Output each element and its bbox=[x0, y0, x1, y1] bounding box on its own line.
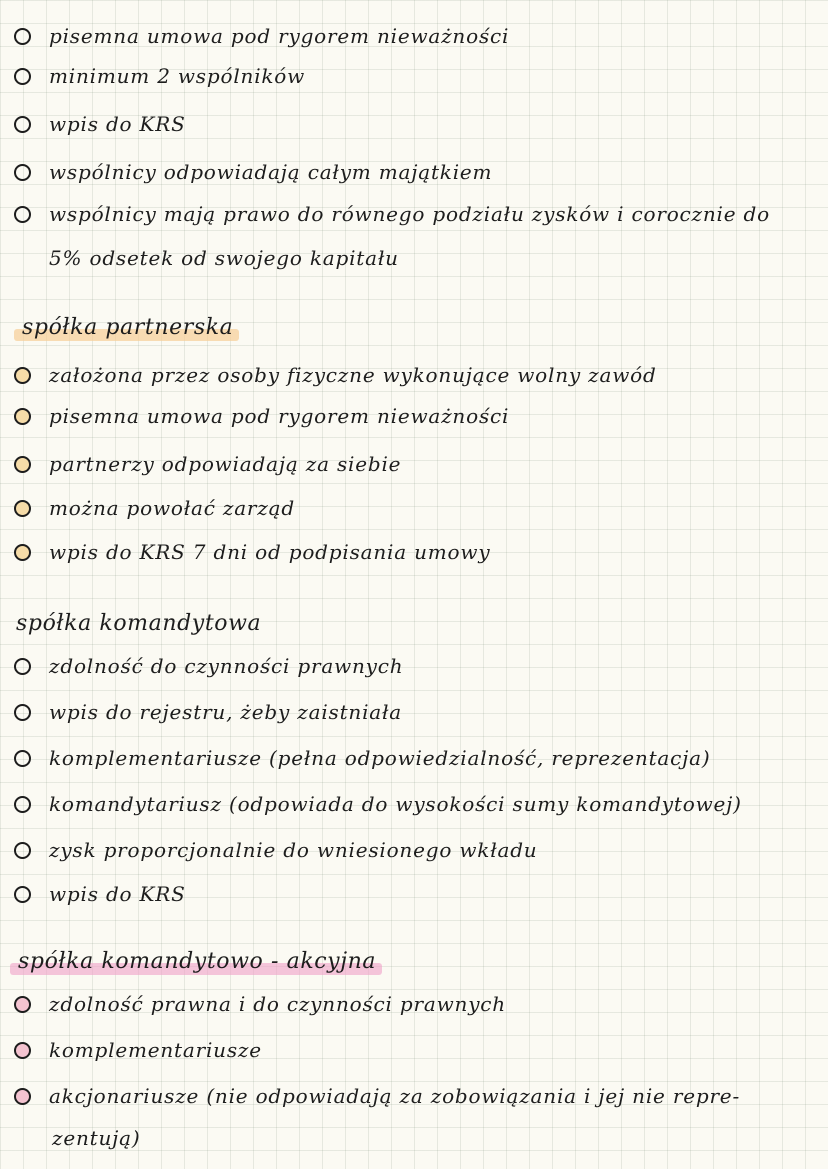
list-item bbox=[14, 984, 506, 1024]
item-text: założona przez osoby fizyczne wykonujące wolny zawód bbox=[49, 363, 657, 387]
item-text: zdolność prawna i do czynności prawnych bbox=[49, 992, 506, 1016]
circle-bullet-icon bbox=[14, 704, 31, 721]
circle-bullet-icon bbox=[14, 164, 31, 181]
list-item bbox=[14, 1076, 740, 1116]
item-text: zysk proporcjonalnie do wniesionego wkładu bbox=[49, 838, 538, 862]
section-heading bbox=[14, 942, 380, 982]
list-item bbox=[14, 830, 537, 870]
heading-text: spółka komandytowa bbox=[16, 611, 262, 636]
item-text: wpis do KRS bbox=[49, 882, 186, 906]
list-item bbox=[14, 1030, 262, 1070]
list-item-continuation bbox=[49, 238, 399, 278]
circle-bullet-icon bbox=[14, 28, 31, 45]
item-text: akcjonariusze (nie odpowiadają za zobowiązania i jej nie repre- bbox=[49, 1084, 741, 1108]
item-text: komplementariusze (pełna odpowiedzialność, reprezentacja) bbox=[49, 746, 711, 770]
heading-text: spółka komandytowo - akcyjna bbox=[14, 951, 380, 973]
list-item bbox=[14, 488, 295, 528]
list-item-continuation bbox=[52, 1118, 141, 1158]
item-text: wspólnicy mają prawo do równego podziału zysków i corocznie do bbox=[49, 202, 770, 226]
item-text: 5% odsetek od swojego kapitału bbox=[49, 246, 399, 270]
list-item bbox=[14, 532, 490, 572]
list-item bbox=[14, 194, 770, 234]
item-text: pisemna umowa pod rygorem nieważności bbox=[49, 404, 510, 428]
list-item bbox=[14, 784, 742, 824]
circle-bullet-icon bbox=[14, 796, 31, 813]
list-item bbox=[14, 646, 403, 686]
heading-text: spółka partnerska bbox=[18, 317, 237, 339]
section-heading bbox=[18, 308, 237, 348]
circle-bullet-icon bbox=[14, 996, 31, 1013]
circle-bullet-icon bbox=[14, 842, 31, 859]
list-item bbox=[14, 874, 186, 914]
item-text: komandytariusz (odpowiada do wysokości sumy komandytowej) bbox=[49, 792, 742, 816]
circle-bullet-icon bbox=[14, 206, 31, 223]
list-item bbox=[14, 104, 186, 144]
circle-bullet-icon bbox=[14, 116, 31, 133]
section-heading bbox=[16, 604, 261, 644]
list-item bbox=[14, 16, 509, 56]
circle-bullet-icon bbox=[14, 367, 31, 384]
list-item bbox=[14, 355, 657, 395]
item-text: wpis do rejestru, żeby zaistniała bbox=[49, 700, 403, 724]
circle-bullet-icon bbox=[14, 1042, 31, 1059]
item-text: zdolność do czynności prawnych bbox=[49, 654, 404, 678]
circle-bullet-icon bbox=[14, 750, 31, 767]
circle-bullet-icon bbox=[14, 456, 31, 473]
item-text: wpis do KRS bbox=[49, 112, 186, 136]
circle-bullet-icon bbox=[14, 68, 31, 85]
item-text: można powołać zarząd bbox=[49, 496, 295, 520]
circle-bullet-icon bbox=[14, 658, 31, 675]
list-item bbox=[14, 444, 401, 484]
list-item bbox=[14, 56, 305, 96]
item-text: pisemna umowa pod rygorem nieważności bbox=[49, 24, 510, 48]
item-text: komplementariusze bbox=[49, 1038, 262, 1062]
circle-bullet-icon bbox=[14, 544, 31, 561]
circle-bullet-icon bbox=[14, 1088, 31, 1105]
list-item bbox=[14, 396, 509, 436]
circle-bullet-icon bbox=[14, 408, 31, 425]
item-text: wspólnicy odpowiadają całym majątkiem bbox=[49, 160, 493, 184]
circle-bullet-icon bbox=[14, 500, 31, 517]
item-text: minimum 2 wspólników bbox=[49, 64, 306, 88]
list-item bbox=[14, 738, 710, 778]
item-text: partnerzy odpowiadają za siebie bbox=[49, 452, 402, 476]
list-item bbox=[14, 152, 492, 192]
item-text: wpis do KRS 7 dni od podpisania umowy bbox=[49, 540, 491, 564]
item-text: zentują) bbox=[52, 1126, 141, 1150]
list-item bbox=[14, 692, 402, 732]
circle-bullet-icon bbox=[14, 886, 31, 903]
